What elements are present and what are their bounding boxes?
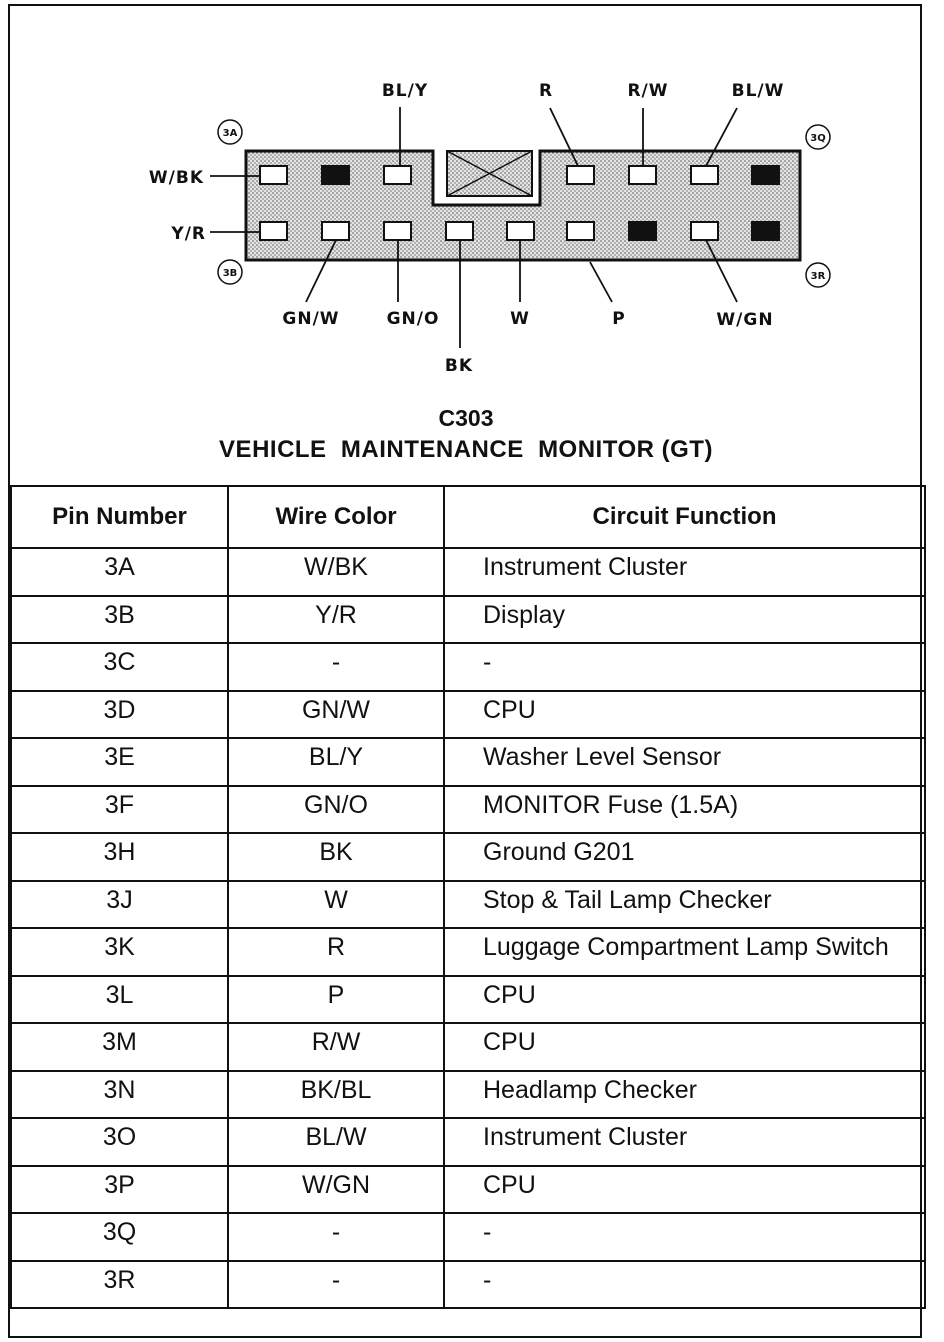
pin-number-cell: 3A <box>11 548 228 596</box>
pinout-table-container <box>10 485 924 1309</box>
wire-label: W/BK <box>148 168 204 188</box>
svg-text:3A: 3A <box>222 128 238 139</box>
circuit-function-cell: CPU <box>444 1166 925 1214</box>
header-circuit-function: Circuit Function <box>444 486 925 548</box>
table-row <box>11 691 925 739</box>
wire-label: BK <box>444 356 474 376</box>
table-row <box>11 643 925 691</box>
pin-tag-3R <box>806 263 830 287</box>
wire-label: P <box>612 309 626 329</box>
wire-label: GN/O <box>386 309 440 329</box>
cavity <box>322 222 349 240</box>
circuit-function-cell: Display <box>444 596 925 644</box>
cavity-plugged <box>752 222 779 240</box>
pin-number-cell: 3M <box>11 1023 228 1071</box>
wire-color-cell: P <box>228 976 444 1024</box>
circuit-function-cell: MONITOR Fuse (1.5A) <box>444 786 925 834</box>
pin-number-cell: 3Q <box>11 1213 228 1261</box>
circuit-function-cell: Ground G201 <box>444 833 925 881</box>
pinout-table <box>10 485 926 1309</box>
wire-color-cell: W/GN <box>228 1166 444 1214</box>
wire-color-cell: Y/R <box>228 596 444 644</box>
cavity <box>629 166 656 184</box>
wire-color-cell: BK <box>228 833 444 881</box>
cavity-plugged <box>322 166 349 184</box>
cavity <box>567 222 594 240</box>
table-row <box>11 1166 925 1214</box>
pin-number-cell: 3D <box>11 691 228 739</box>
cavity <box>691 166 718 184</box>
pin-number-cell: 3B <box>11 596 228 644</box>
pin-number-cell: 3K <box>11 928 228 976</box>
cavity <box>260 166 287 184</box>
svg-text:3R: 3R <box>810 271 826 282</box>
component-name: VEHICLE MAINTENANCE MONITOR (GT) <box>219 436 713 463</box>
wire-label: BL/Y <box>381 81 429 101</box>
wire-label: R <box>538 81 554 101</box>
circuit-function-cell: Headlamp Checker <box>444 1071 925 1119</box>
header-pin-number: Pin Number <box>11 486 228 548</box>
pin-tag-3B <box>218 260 242 284</box>
circuit-function-cell: - <box>444 1261 925 1309</box>
diagram-title <box>10 403 922 467</box>
table-row <box>11 1023 925 1071</box>
table-row <box>11 833 925 881</box>
svg-text:3B: 3B <box>222 268 238 279</box>
wire-color-cell: BK/BL <box>228 1071 444 1119</box>
circuit-function-cell: CPU <box>444 1023 925 1071</box>
circuit-function-cell: CPU <box>444 976 925 1024</box>
wire-color-cell: R/W <box>228 1023 444 1071</box>
circuit-function-cell: CPU <box>444 691 925 739</box>
wire-label: W <box>510 309 530 329</box>
pin-number-cell: 3P <box>11 1166 228 1214</box>
circuit-function-cell: - <box>444 1213 925 1261</box>
circuit-function-cell: - <box>444 643 925 691</box>
cavity <box>507 222 534 240</box>
table-body <box>11 548 925 1308</box>
wire-label: W/GN <box>716 310 774 330</box>
wire-color-cell: GN/O <box>228 786 444 834</box>
table-row <box>11 738 925 786</box>
circuit-function-cell: Stop & Tail Lamp Checker <box>444 881 925 929</box>
pin-number-cell: 3R <box>11 1261 228 1309</box>
pin-number-cell: 3N <box>11 1071 228 1119</box>
pin-number-cell: 3C <box>11 643 228 691</box>
header-wire-color: Wire Color <box>228 486 444 548</box>
table-row <box>11 1118 925 1166</box>
cavity <box>384 166 411 184</box>
pin-number-cell: 3E <box>11 738 228 786</box>
table-row <box>11 596 925 644</box>
circuit-function-cell: Washer Level Sensor <box>444 738 925 786</box>
wire-color-cell: - <box>228 1261 444 1309</box>
cavity-plugged <box>752 166 779 184</box>
pin-tag-3Q <box>806 125 830 149</box>
pin-number-cell: 3L <box>11 976 228 1024</box>
pin-number-cell: 3J <box>11 881 228 929</box>
pin-tag-3A <box>218 120 242 144</box>
table-row <box>11 928 925 976</box>
wire-color-cell: W <box>228 881 444 929</box>
circuit-function-cell: Instrument Cluster <box>444 1118 925 1166</box>
wire-label: Y/R <box>171 224 206 244</box>
wire-color-cell: R <box>228 928 444 976</box>
cavity <box>446 222 473 240</box>
table-row <box>11 881 925 929</box>
cavity <box>260 222 287 240</box>
wire-color-cell: GN/W <box>228 691 444 739</box>
wire-color-cell: BL/Y <box>228 738 444 786</box>
wire-color-cell: - <box>228 1213 444 1261</box>
table-row <box>11 1071 925 1119</box>
wire-color-cell: - <box>228 643 444 691</box>
cavity <box>691 222 718 240</box>
cavity <box>567 166 594 184</box>
table-row <box>11 1261 925 1309</box>
cavity-plugged <box>629 222 656 240</box>
wire-label: BL/W <box>731 81 785 101</box>
table-row <box>11 786 925 834</box>
circuit-function-cell: Instrument Cluster <box>444 548 925 596</box>
wire-label: R/W <box>627 81 669 101</box>
svg-text:3Q: 3Q <box>810 133 826 144</box>
pin-number-cell: 3F <box>11 786 228 834</box>
wire-color-cell: W/BK <box>228 548 444 596</box>
circuit-function-cell: Luggage Compartment Lamp Switch <box>444 928 925 976</box>
pin-number-cell: 3H <box>11 833 228 881</box>
connector-id: C303 <box>438 405 494 431</box>
pin-number-cell: 3O <box>11 1118 228 1166</box>
table-row <box>11 976 925 1024</box>
table-header-row <box>11 486 925 548</box>
wire-color-cell: BL/W <box>228 1118 444 1166</box>
cavity <box>384 222 411 240</box>
wire-label: GN/W <box>282 309 340 329</box>
table-row <box>11 548 925 596</box>
table-row <box>11 1213 925 1261</box>
